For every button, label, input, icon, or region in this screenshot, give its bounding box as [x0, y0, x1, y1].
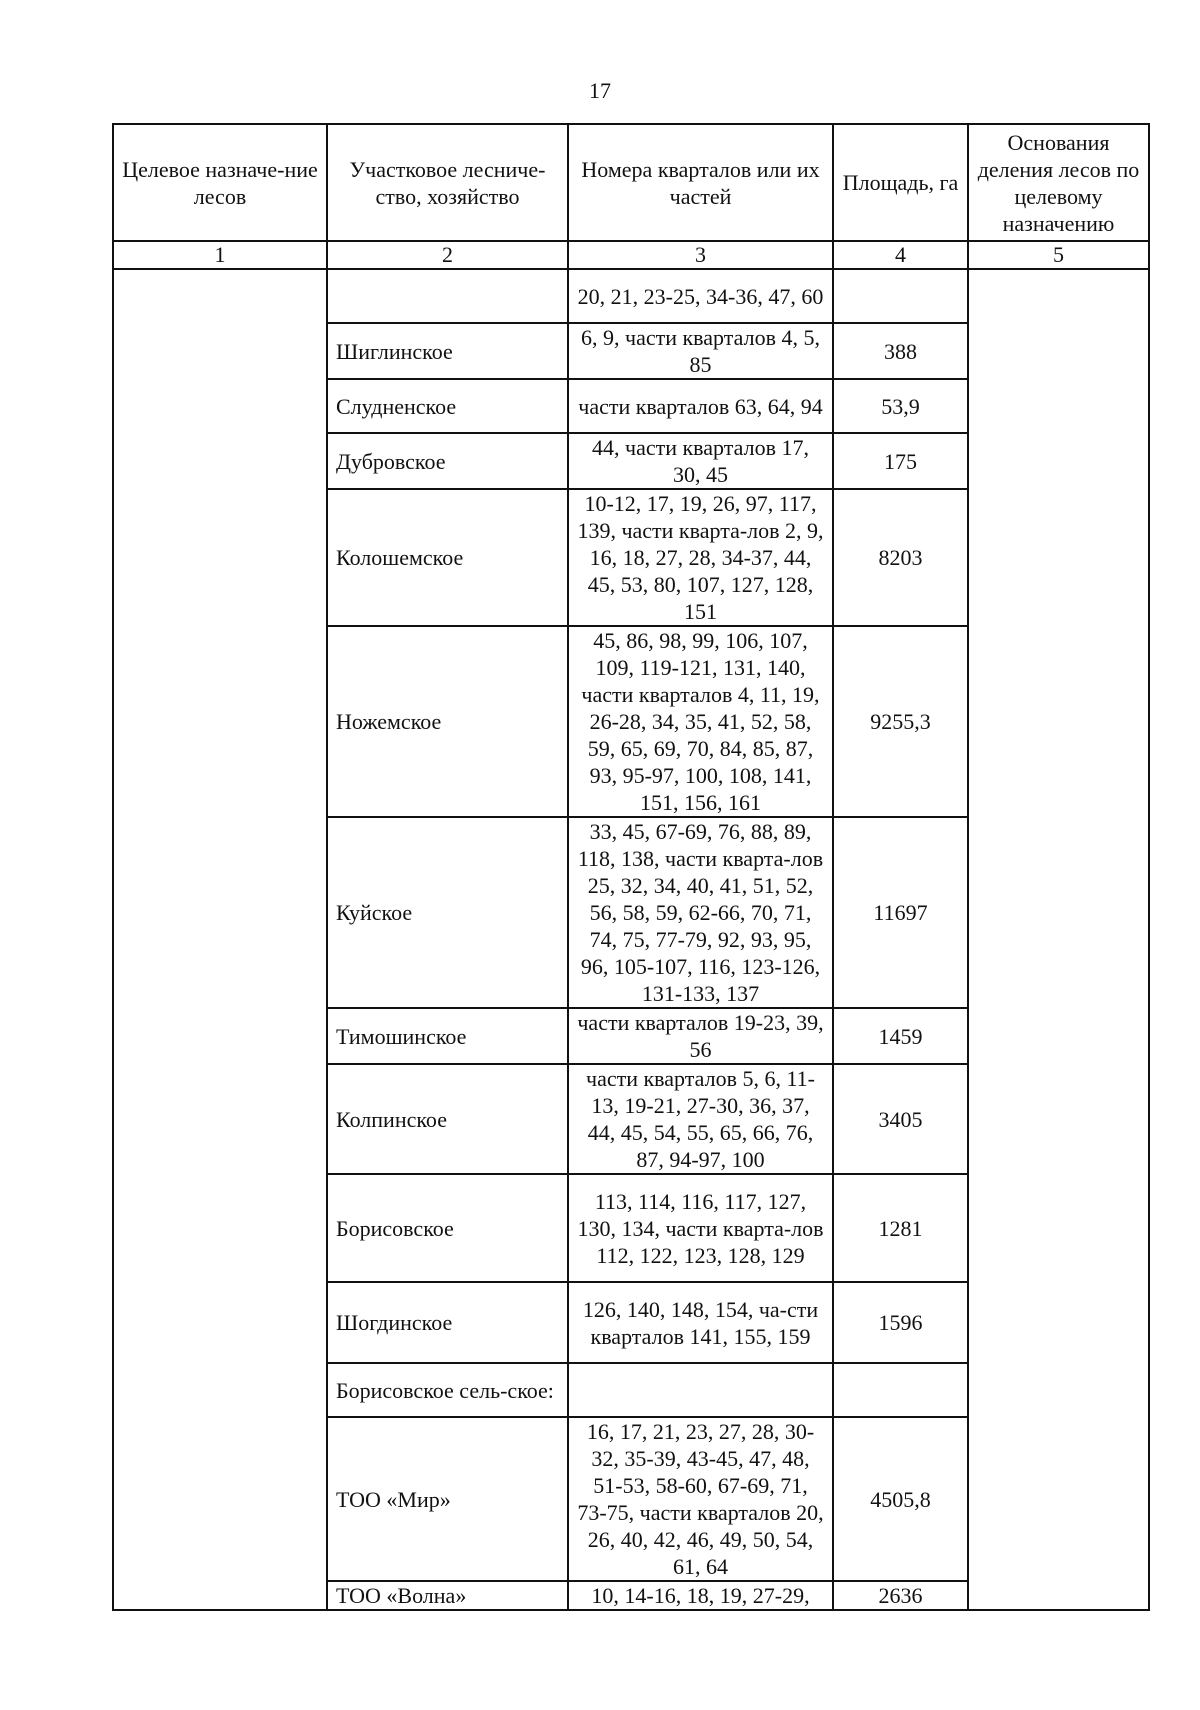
column-number: 4 [833, 241, 968, 269]
quarters-cell: 16, 17, 21, 23, 27, 28, 30-32, 35-39, 43-45, 47, 48, 51-53, 58-60, 67-69, 71, 73-75, части кварталов 20, 26, 40, 42, 46, 49, 50, 54, 61, 64 [568, 1417, 833, 1581]
quarters-cell: 33, 45, 67-69, 76, 88, 89, 118, 138, части кварта-лов 25, 32, 34, 40, 41, 51, 52, 56, 58, 59, 62-66, 70, 71, 74, 75, 77-79, 92, 93, 95, 96, 105-107, 116, 123-126, 131-133, 137 [568, 817, 833, 1008]
purpose-cell [113, 269, 327, 1610]
quarters-cell: части кварталов 19-23, 39, 56 [568, 1008, 833, 1064]
table-row [113, 269, 1149, 323]
area-cell [833, 269, 968, 323]
quarters-cell: 44, части кварталов 17, 30, 45 [568, 433, 833, 489]
header-row [113, 124, 1149, 241]
quarters-cell: части кварталов 5, 6, 11-13, 19-21, 27-30, 36, 37, 44, 45, 54, 55, 65, 66, 76, 87, 94-97, 100 [568, 1064, 833, 1174]
forestry-name: ТОО «Волна» [327, 1581, 568, 1610]
forestry-name: Шиглинское [327, 323, 568, 379]
area-cell: 11697 [833, 817, 968, 1008]
quarters-cell: 20, 21, 23-25, 34-36, 47, 60 [568, 269, 833, 323]
forestry-name: Борисовское сель-ское: [327, 1363, 568, 1417]
area-cell: 9255,3 [833, 626, 968, 817]
forestry-name: Колошемское [327, 489, 568, 626]
area-cell: 8203 [833, 489, 968, 626]
area-cell: 1281 [833, 1174, 968, 1282]
header-quarters: Номера кварталов или их частей [568, 124, 833, 241]
forestry-name: Слудненское [327, 379, 568, 433]
area-cell: 1596 [833, 1282, 968, 1363]
header-basis: Основания деления лесов по целевому назначению [968, 124, 1149, 241]
forestry-name: Тимошинское [327, 1008, 568, 1064]
quarters-cell: 126, 140, 148, 154, ча-сти кварталов 141, 155, 159 [568, 1282, 833, 1363]
quarters-cell: 113, 114, 116, 117, 127, 130, 134, части кварта-лов 112, 122, 123, 128, 129 [568, 1174, 833, 1282]
column-number: 1 [113, 241, 327, 269]
column-number: 5 [968, 241, 1149, 269]
forest-division-table [112, 123, 1150, 1611]
column-number-row [113, 241, 1149, 269]
forestry-name: ТОО «Мир» [327, 1417, 568, 1581]
area-cell: 53,9 [833, 379, 968, 433]
quarters-cell: части кварталов 63, 64, 94 [568, 379, 833, 433]
forestry-name: Дубровское [327, 433, 568, 489]
area-cell: 4505,8 [833, 1417, 968, 1581]
quarters-cell: 45, 86, 98, 99, 106, 107, 109, 119-121, 131, 140, части кварталов 4, 11, 19, 26-28, 34, 35, 41, 52, 58, 59, 65, 69, 70, 84, 85, 87, 93, 95-97, 100, 108, 141, 151, 156, 161 [568, 626, 833, 817]
quarters-cell: 10-12, 17, 19, 26, 97, 117, 139, части кварта-лов 2, 9, 16, 18, 27, 28, 34-37, 44, 45, 53, 80, 107, 127, 128, 151 [568, 489, 833, 626]
page-number: 17 [589, 78, 611, 103]
header-forestry: Участковое лесниче-ство, хозяйство [327, 124, 568, 241]
forestry-name: Ножемское [327, 626, 568, 817]
forestry-name: Борисовское [327, 1174, 568, 1282]
header-purpose: Целевое назначе-ние лесов [113, 124, 327, 241]
quarters-cell [568, 1363, 833, 1417]
forestry-name: Куйское [327, 817, 568, 1008]
area-cell: 388 [833, 323, 968, 379]
forestry-name [327, 269, 568, 323]
area-cell: 3405 [833, 1064, 968, 1174]
area-cell [833, 1363, 968, 1417]
column-number: 2 [327, 241, 568, 269]
forestry-name: Колпинское [327, 1064, 568, 1174]
quarters-cell: 6, 9, части кварталов 4, 5, 85 [568, 323, 833, 379]
area-cell: 1459 [833, 1008, 968, 1064]
header-area: Площадь, га [833, 124, 968, 241]
column-number: 3 [568, 241, 833, 269]
area-cell: 175 [833, 433, 968, 489]
forestry-name: Шогдинское [327, 1282, 568, 1363]
area-cell: 2636 [833, 1581, 968, 1610]
basis-cell [968, 269, 1149, 1610]
quarters-cell: 10, 14-16, 18, 19, 27-29, [568, 1581, 833, 1610]
